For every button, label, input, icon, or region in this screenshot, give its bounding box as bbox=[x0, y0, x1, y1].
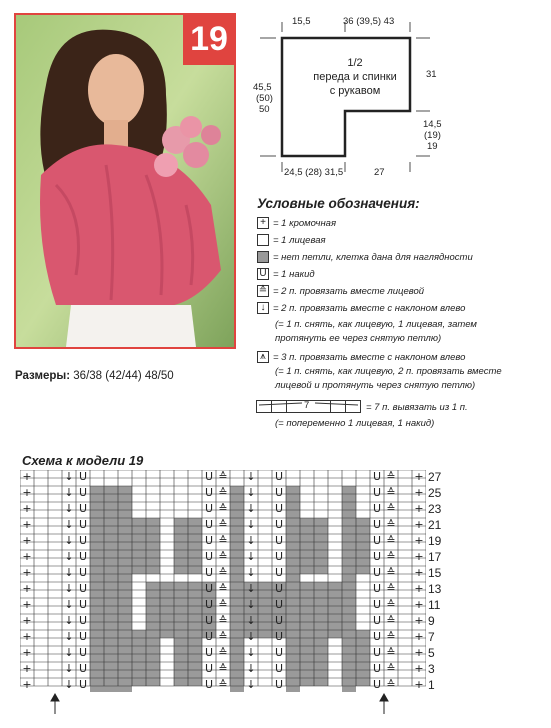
chart-symbol: + bbox=[22, 646, 32, 659]
chart-symbol: U bbox=[372, 486, 382, 499]
chart-symbol: ≙ bbox=[386, 598, 396, 611]
chart-symbol: ↓ bbox=[64, 518, 74, 531]
chart-symbol: U bbox=[204, 550, 214, 563]
chart-symbol: + bbox=[414, 678, 424, 691]
chart-symbol: U bbox=[274, 646, 284, 659]
ssk-symbol: ↓ bbox=[257, 302, 269, 314]
chart-symbol: ≙ bbox=[218, 502, 228, 515]
chart-symbol: U bbox=[372, 662, 382, 675]
chart-symbol: U bbox=[78, 630, 88, 643]
model-number-badge: 19 bbox=[183, 13, 235, 65]
chart-symbol: ↓ bbox=[64, 678, 74, 691]
row-number: 21 bbox=[428, 518, 442, 532]
chart-symbol: ↓ bbox=[64, 534, 74, 547]
chart-symbol: ≙ bbox=[386, 518, 396, 531]
chart-symbol: + bbox=[22, 614, 32, 627]
row-number: 19 bbox=[428, 534, 442, 548]
row-number: 7 bbox=[428, 630, 435, 644]
chart-symbol: ↓ bbox=[246, 646, 256, 659]
chart-symbol: ≙ bbox=[218, 614, 228, 627]
chart-symbol: ≙ bbox=[218, 566, 228, 579]
chart-symbol: U bbox=[78, 614, 88, 627]
legend-item-k2tog bbox=[257, 285, 424, 297]
chart-symbol: ↓ bbox=[246, 598, 256, 611]
chart-symbol: ≙ bbox=[386, 502, 396, 515]
chart-symbol: + bbox=[22, 566, 32, 579]
chart-symbol: U bbox=[372, 518, 382, 531]
chart-cell bbox=[286, 486, 300, 692]
no-stitch-symbol bbox=[257, 251, 269, 263]
sk2p-symbol: ⩚ bbox=[257, 351, 269, 363]
chart-symbol: U bbox=[204, 582, 214, 595]
legend-title: Условные обозначения: bbox=[257, 196, 420, 211]
chart-symbol: + bbox=[22, 630, 32, 643]
dim-top-right: 36 (39,5) 43 bbox=[343, 16, 395, 27]
chart-symbol: ↓ bbox=[246, 502, 256, 515]
chart-symbol: ↓ bbox=[64, 470, 74, 483]
chart-symbol: ≙ bbox=[386, 662, 396, 675]
chart-symbol: + bbox=[22, 502, 32, 515]
chart-symbol: + bbox=[414, 470, 424, 483]
chart-symbol: U bbox=[274, 518, 284, 531]
chart-cell bbox=[90, 486, 132, 692]
chart-symbol: + bbox=[22, 470, 32, 483]
chart-cell bbox=[342, 486, 356, 692]
chart-symbol: U bbox=[274, 566, 284, 579]
chart-symbol: + bbox=[22, 582, 32, 595]
chart-symbol: + bbox=[22, 518, 32, 531]
chart-symbol: U bbox=[78, 662, 88, 675]
dim-bottom-left: 24,5 (28) 31,5 bbox=[284, 167, 344, 178]
dim-left-2: (50) bbox=[256, 93, 273, 104]
chart-symbol: + bbox=[414, 566, 424, 579]
chart-symbol: U bbox=[274, 502, 284, 515]
row-number: 5 bbox=[428, 646, 435, 660]
chart-cell bbox=[356, 518, 370, 574]
chart-symbol: U bbox=[78, 646, 88, 659]
chart-symbol: + bbox=[414, 662, 424, 675]
chart-symbol: ≙ bbox=[218, 486, 228, 499]
legend-sub-2a: (= 1 п. снять, как лицевую, 2 п. провязать вместе bbox=[275, 366, 502, 377]
yarn-over-symbol: U bbox=[257, 268, 269, 280]
chart-symbol: + bbox=[414, 518, 424, 531]
chart-symbol: U bbox=[372, 614, 382, 627]
chart-symbol: ≙ bbox=[218, 582, 228, 595]
chart-symbol: ↓ bbox=[64, 566, 74, 579]
chart-symbol: U bbox=[372, 470, 382, 483]
row-number: 11 bbox=[428, 598, 441, 612]
chart-symbol: + bbox=[414, 486, 424, 499]
k2tog-symbol: ≙ bbox=[258, 285, 268, 296]
chart-symbol: U bbox=[204, 598, 214, 611]
legend-text: = 1 кромочная bbox=[273, 217, 337, 229]
legend-text: = 2 п. провязать вместе лицевой bbox=[273, 285, 425, 297]
schematic-label-1: 1/2 bbox=[347, 57, 363, 69]
chart-symbol: ≙ bbox=[218, 470, 228, 483]
legend-text: = 2 п. провязать вместе с наклоном влево bbox=[273, 302, 466, 314]
legend-text: = 3 п. провязать вместе с наклоном влево bbox=[273, 351, 466, 363]
schematic-label bbox=[300, 56, 410, 98]
row-number: 23 bbox=[428, 502, 442, 516]
chart-symbol: + bbox=[22, 534, 32, 547]
chart-symbol: U bbox=[78, 534, 88, 547]
chart-symbol: + bbox=[414, 630, 424, 643]
chart-symbol: ≙ bbox=[386, 646, 396, 659]
chart-symbol: ≙ bbox=[218, 630, 228, 643]
chart-symbol: U bbox=[78, 678, 88, 691]
arrow-up-icon bbox=[380, 694, 388, 701]
chart-symbol: + bbox=[414, 502, 424, 515]
selvage-symbol: + bbox=[257, 217, 269, 229]
chart-symbol: ≙ bbox=[386, 630, 396, 643]
chart-symbol: + bbox=[22, 550, 32, 563]
knit-symbol bbox=[257, 234, 269, 246]
chart-symbol: ≙ bbox=[386, 614, 396, 627]
chart-symbol: U bbox=[204, 486, 214, 499]
chart-symbol: ↓ bbox=[64, 646, 74, 659]
chart-symbol: ↓ bbox=[64, 550, 74, 563]
chart-symbol: U bbox=[372, 646, 382, 659]
chart-symbol: ↓ bbox=[64, 502, 74, 515]
schematic-label-2: переда и спинки bbox=[313, 71, 397, 83]
chart-symbol: ↓ bbox=[246, 534, 256, 547]
chart-symbol: ≙ bbox=[218, 518, 228, 531]
legend-sub-1b: протянуть ее через снятую петлю) bbox=[275, 333, 442, 344]
chart-symbol: ↓ bbox=[246, 486, 256, 499]
chart-symbol: U bbox=[372, 630, 382, 643]
legend-item-selvage bbox=[257, 217, 336, 229]
legend-item-sk2p bbox=[257, 351, 465, 363]
dim-bottom-right: 27 bbox=[374, 167, 385, 178]
chart-symbol: ↓ bbox=[64, 582, 74, 595]
chart-symbol: U bbox=[204, 470, 214, 483]
seven-sub: (= попеременно 1 лицевая, 1 накид) bbox=[275, 418, 435, 429]
chart-symbol: ≙ bbox=[218, 662, 228, 675]
chart-symbol: U bbox=[204, 534, 214, 547]
dim-top-left: 15,5 bbox=[292, 16, 311, 27]
chart-symbol: U bbox=[274, 678, 284, 691]
chart-symbol: + bbox=[22, 678, 32, 691]
chart-symbol: + bbox=[22, 486, 32, 499]
chart-symbol: ↓ bbox=[246, 518, 256, 531]
legend-item-ssk bbox=[257, 302, 465, 314]
chart-symbol: U bbox=[78, 566, 88, 579]
chart-symbol: ↓ bbox=[246, 678, 256, 691]
chart-cell bbox=[356, 630, 370, 686]
chart-symbol: ↓ bbox=[64, 630, 74, 643]
chart-symbol: ≙ bbox=[386, 678, 396, 691]
chart-symbol: U bbox=[78, 518, 88, 531]
legend-sub-2b: лицевой и протянуть через снятую петлю) bbox=[275, 380, 476, 391]
sizes-value: 36/38 (42/44) 48/50 bbox=[73, 370, 174, 382]
dim-left-3: 50 bbox=[259, 104, 270, 115]
chart-symbol: ≙ bbox=[386, 534, 396, 547]
chart-symbol: ↓ bbox=[246, 566, 256, 579]
chart-symbol: ≙ bbox=[386, 470, 396, 483]
chart-symbol: U bbox=[274, 630, 284, 643]
dim-right-bottom-1: 14,5 bbox=[423, 119, 442, 130]
chart-cell bbox=[230, 486, 244, 692]
chart-symbol: U bbox=[78, 502, 88, 515]
chart-symbol: + bbox=[414, 646, 424, 659]
legend-text: = 1 накид bbox=[273, 268, 315, 280]
row-number: 17 bbox=[428, 550, 442, 564]
chart-symbol: ≙ bbox=[218, 550, 228, 563]
chart-symbol: + bbox=[414, 598, 424, 611]
knitting-chart-grid bbox=[20, 470, 426, 692]
legend-sub-1a: (= 1 п. снять, как лицевую, 1 лицевая, затем bbox=[275, 319, 477, 330]
chart-symbol: U bbox=[372, 582, 382, 595]
chart-symbol: U bbox=[204, 502, 214, 515]
row-number: 3 bbox=[428, 662, 435, 676]
chart-symbol: U bbox=[204, 630, 214, 643]
seven-text: = 7 п. вывязать из 1 п. bbox=[366, 402, 468, 413]
chart-symbol: U bbox=[274, 470, 284, 483]
chart-symbol: ≙ bbox=[386, 550, 396, 563]
chart-title: Схема к модели 19 bbox=[22, 453, 144, 468]
legend-item-knit bbox=[257, 234, 326, 246]
legend-text: = 1 лицевая bbox=[273, 234, 326, 246]
chart-cell bbox=[300, 582, 342, 638]
dim-right-top: 31 bbox=[426, 69, 437, 80]
chart-symbol: + bbox=[414, 582, 424, 595]
chart-symbol: + bbox=[22, 662, 32, 675]
chart-symbol: ↓ bbox=[246, 470, 256, 483]
schematic-label-3: с рукавом bbox=[329, 85, 381, 97]
chart-symbol: ↓ bbox=[246, 550, 256, 563]
chart-symbol: ≙ bbox=[218, 598, 228, 611]
chart-symbol: ≙ bbox=[386, 582, 396, 595]
chart-symbol: U bbox=[274, 550, 284, 563]
chart-symbol: + bbox=[414, 534, 424, 547]
chart-symbol: ↓ bbox=[64, 598, 74, 611]
chart-symbol: U bbox=[204, 662, 214, 675]
chart-symbol: ≙ bbox=[218, 646, 228, 659]
seven-label: 7 bbox=[304, 400, 310, 411]
chart-symbol: U bbox=[372, 678, 382, 691]
chart-symbol: U bbox=[274, 598, 284, 611]
chart-symbol: U bbox=[78, 470, 88, 483]
chart-symbol: ↓ bbox=[246, 582, 256, 595]
chart-symbol: ↓ bbox=[246, 614, 256, 627]
row-number: 25 bbox=[428, 486, 442, 500]
chart-symbol: U bbox=[274, 614, 284, 627]
row-number: 9 bbox=[428, 614, 435, 628]
chart-symbol: + bbox=[414, 550, 424, 563]
chart-symbol: U bbox=[78, 598, 88, 611]
row-number: 15 bbox=[428, 566, 442, 580]
chart-symbol: + bbox=[414, 614, 424, 627]
chart-symbol: U bbox=[372, 550, 382, 563]
chart-symbol: + bbox=[22, 598, 32, 611]
chart-symbol: ↓ bbox=[246, 662, 256, 675]
row-number: 1 bbox=[428, 678, 435, 692]
sizes bbox=[15, 370, 174, 382]
chart-symbol: U bbox=[204, 614, 214, 627]
dim-right-bottom-2: (19) bbox=[424, 130, 441, 141]
chart-symbol: ↓ bbox=[64, 614, 74, 627]
chart-symbol: U bbox=[274, 582, 284, 595]
chart-symbol: U bbox=[274, 534, 284, 547]
arrow-up-icon bbox=[51, 694, 59, 701]
legend-item-yarn-over bbox=[257, 268, 315, 280]
chart-symbol: U bbox=[204, 518, 214, 531]
legend-text: = нет петли, клетка дана для наглядности bbox=[273, 251, 473, 263]
chart-symbol: U bbox=[204, 566, 214, 579]
chart-symbol: ≙ bbox=[386, 566, 396, 579]
pattern-schematic bbox=[250, 8, 450, 188]
dim-left-1: 45,5 bbox=[253, 82, 272, 93]
chart-symbol: U bbox=[78, 550, 88, 563]
row-number: 27 bbox=[428, 470, 442, 484]
row-number: 13 bbox=[428, 582, 442, 596]
chart-symbol: U bbox=[372, 598, 382, 611]
chart-symbol: ≙ bbox=[218, 534, 228, 547]
chart-symbol: ↓ bbox=[64, 662, 74, 675]
chart-symbol: U bbox=[372, 566, 382, 579]
chart-symbol: ↓ bbox=[246, 630, 256, 643]
chart-symbol: U bbox=[372, 534, 382, 547]
chart-symbol: U bbox=[372, 502, 382, 515]
chart-symbol: ↓ bbox=[64, 486, 74, 499]
chart-symbol: U bbox=[274, 486, 284, 499]
chart-symbol: U bbox=[204, 678, 214, 691]
chart-symbol: U bbox=[204, 646, 214, 659]
dim-right-bottom-3: 19 bbox=[427, 141, 438, 152]
chart-arrows bbox=[45, 692, 415, 722]
chart-symbol: ≙ bbox=[386, 486, 396, 499]
sizes-label: Размеры: bbox=[15, 370, 71, 382]
chart-symbol: ≙ bbox=[218, 678, 228, 691]
chart-symbol: U bbox=[274, 662, 284, 675]
legend-item-no-stitch bbox=[257, 251, 473, 263]
chart-symbol: U bbox=[78, 486, 88, 499]
chart-symbol: U bbox=[78, 582, 88, 595]
